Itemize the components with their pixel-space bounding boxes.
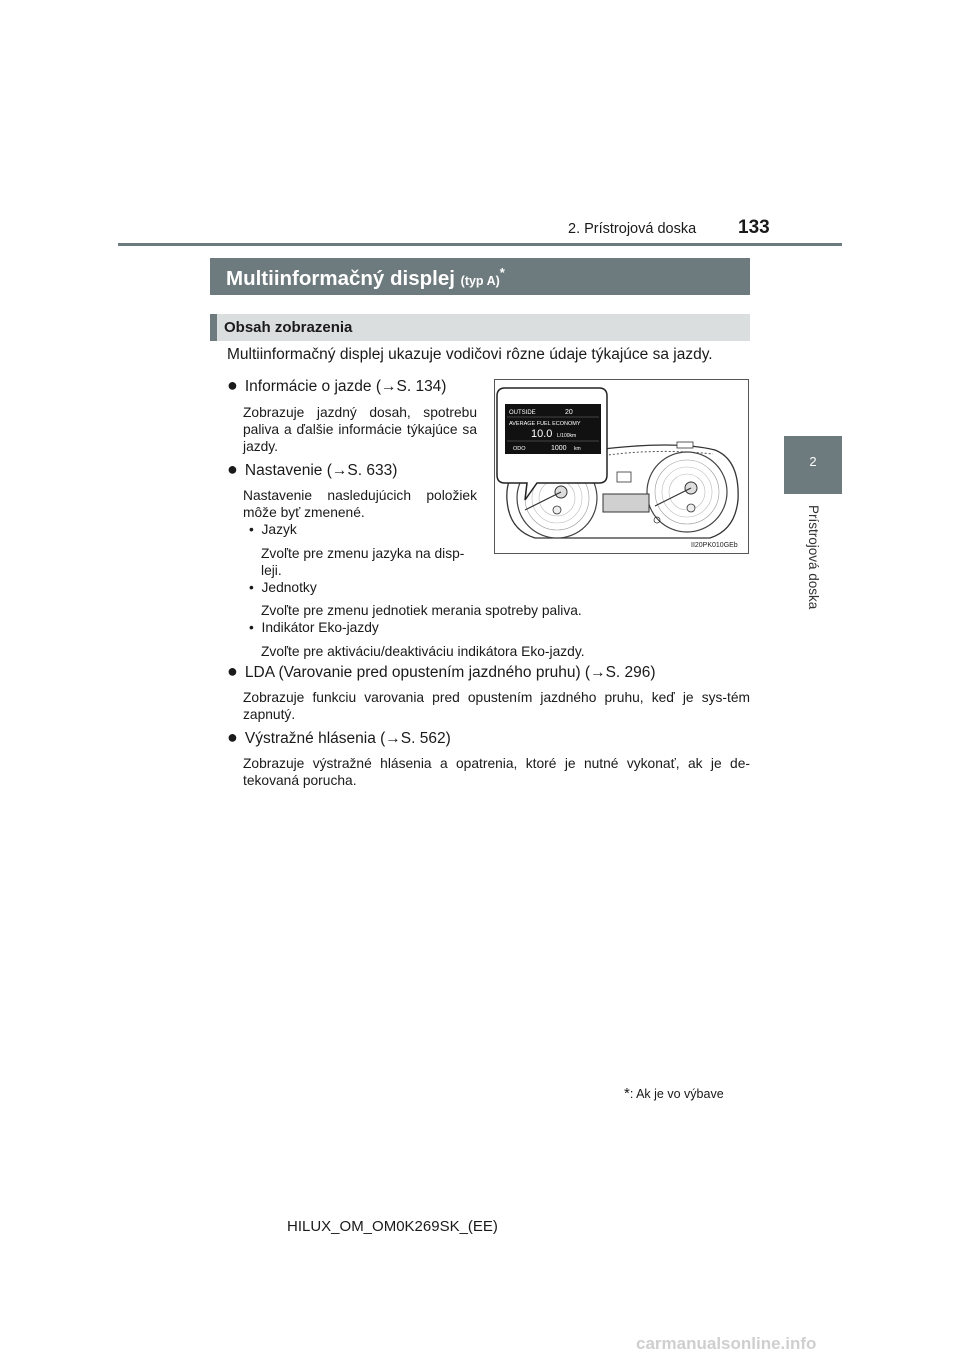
subitem-eco-indicator-desc: Zvoľte pre aktiváciu/deaktiváciu indikátora Eko-jazdy. [261,644,585,659]
display-outside-label: OUTSIDE [509,410,536,416]
item-settings-title: ● Nastavenie (→S. 633) [227,459,398,479]
item-trip-info-title: ● Informácie o jazde (→S. 134) [227,375,447,395]
bullet-icon: ● [227,375,238,395]
document-code: HILUX_OM_OM0K269SK_(EE) [287,1218,498,1235]
chapter-tab-label: Prístrojová doska [806,505,821,610]
subitem-language-desc-line1: Zvoľte pre zmenu jazyka na disp- [261,546,465,561]
section-header [210,258,750,295]
display-economy-unit: L/100km [557,433,577,439]
bullet-icon: ● [227,661,238,681]
section-subtitle: (typ A) [460,273,500,288]
page-number: 133 [738,217,770,238]
footnote-star: * [624,1085,630,1102]
bullet-icon: ● [227,459,238,479]
chapter-tab-number: 2 [809,454,817,469]
subitem-eco-indicator: • Indikátor Eko-jazdy [249,620,379,635]
display-odo-value: 1000 [551,445,567,452]
footnote-text: : Ak je vo výbave [629,1087,724,1101]
item-warnings-desc: Zobrazuje výstražné hlásenia a opatrenia, ktoré je nutné vykonať, ak je de-tekovaná porucha. [243,756,750,788]
subitem-language-desc-line2: leji. [261,563,282,578]
item-warnings-title: ● Výstražné hlásenia (→S. 562) [227,727,451,747]
subsection-title: Obsah zobrazenia [224,319,353,336]
subitem-units: • Jednotky [249,580,317,595]
instrument-cluster-figure [494,379,749,554]
section-title-text: Multiinformačný displej [226,266,455,290]
header-rule [118,243,842,246]
display-odo-unit: km [574,446,581,452]
intro-text: Multiinformačný displej ukazuje vodičovi rôzne údaje týkajúce sa jazdy. [227,346,713,363]
chapter-tab [784,436,842,494]
subsection-header [210,314,750,341]
figure-code: II20PK010GEb [691,542,738,549]
display-economy-value: 10.0 [531,428,553,440]
instrument-cluster-illustration [495,380,748,553]
display-odo-label: ODO [513,446,526,452]
section-star: * [499,265,505,280]
display-outside-value: 20 [565,409,573,416]
item-trip-info-desc: Zobrazuje jazdný dosah, spotrebu paliva a ďalšie informácie týkajúce sa jazdy. [243,405,477,454]
subitem-units-desc: Zvoľte pre zmenu jednotiek merania spotreby paliva. [261,603,582,618]
item-lda-desc: Zobrazuje funkciu varovania pred opustením jazdného pruhu, keď je sys-tém zapnutý. [243,690,750,722]
display-economy-label: AVERAGE FUEL ECONOMY [509,421,581,427]
item-settings-desc: Nastavenie nasledujúcich položiek môže byť zmenené. [243,488,477,520]
section-title [226,265,505,291]
footnote [624,1085,724,1102]
subitem-language: • Jazyk [249,522,297,537]
chapter-title: 2. Prístrojová doska [568,221,697,237]
item-lda-title: ● LDA (Varovanie pred opustením jazdného pruhu) (→S. 296) [227,661,656,681]
watermark: carmanualsonline.info [636,1334,817,1353]
bullet-icon: ● [227,727,238,747]
